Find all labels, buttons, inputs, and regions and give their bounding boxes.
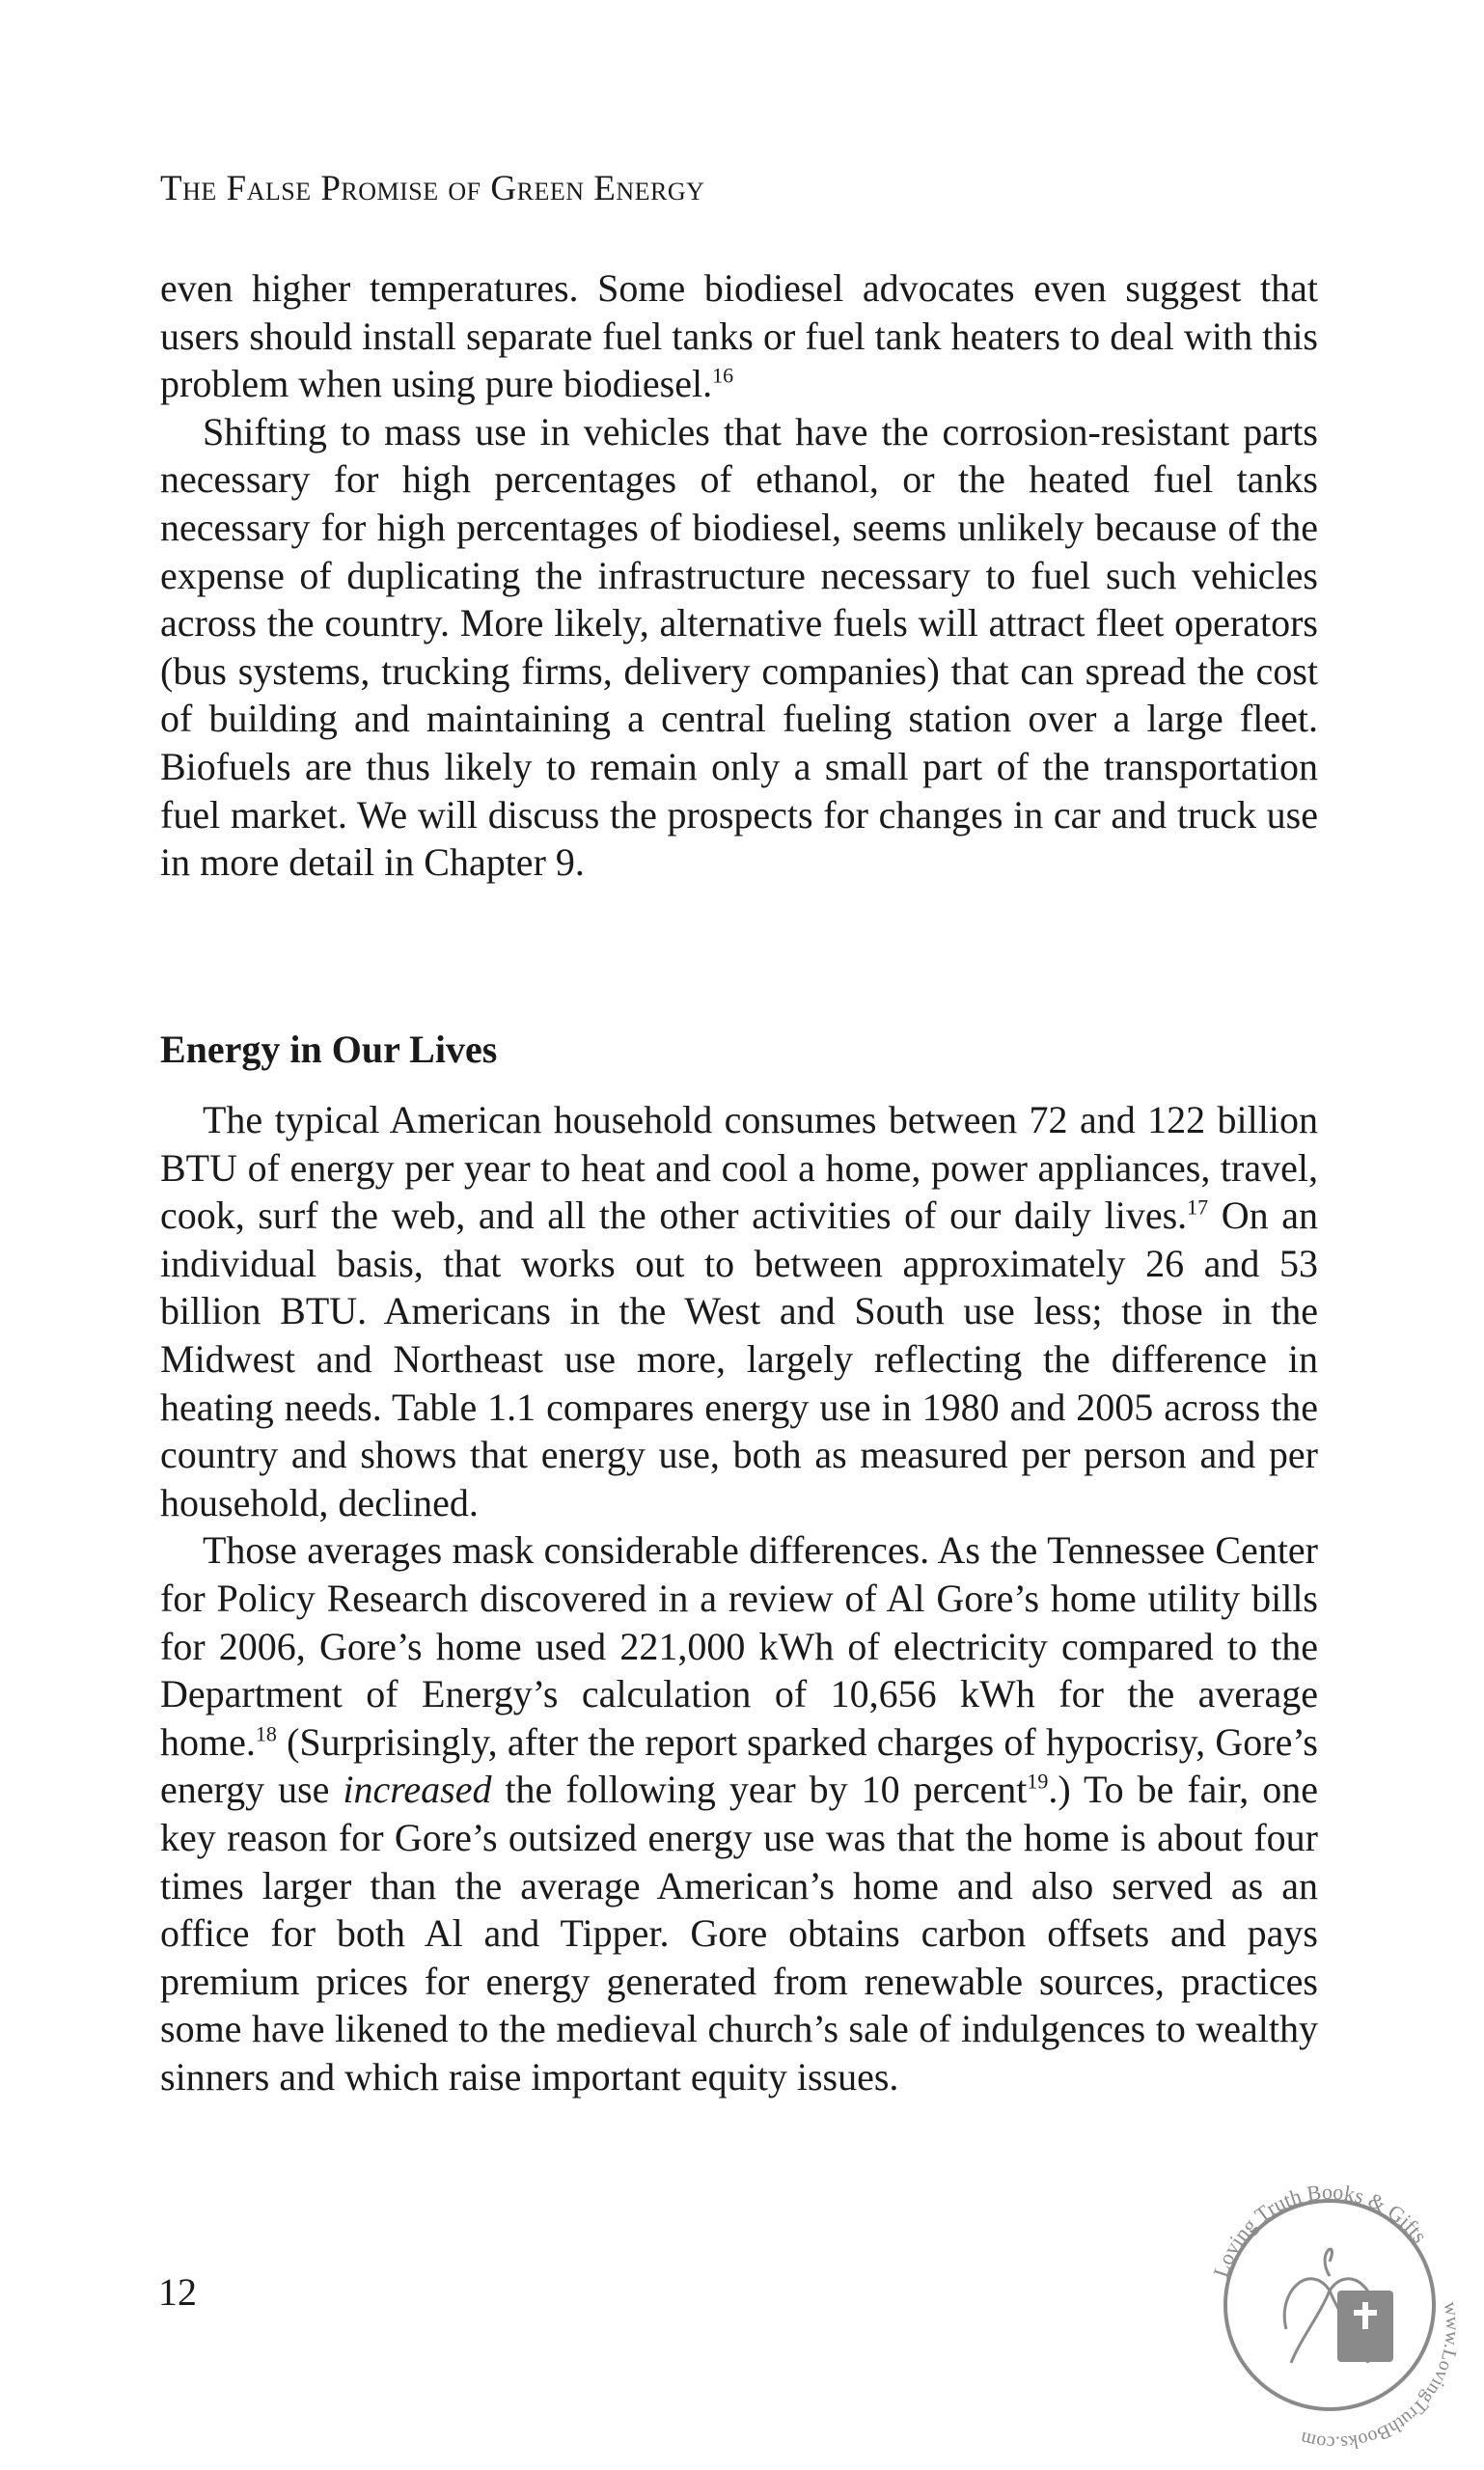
page-number: 12 (158, 2270, 197, 2314)
paragraph-text: even higher temperatures. Some biodiesel advocates even suggest that users should install separate fuel tanks or fuel tank heaters to deal with this problem when using pure biodiesel. (160, 266, 1318, 406)
seal-top-text: Loving Truth Books & Gifts (1208, 2179, 1433, 2281)
running-title: The False Promise of Green Energy (160, 169, 705, 208)
paragraph-text: Those averages mask considerable differences. As the Tennessee Center for Policy Research discovered in a review of Al Gore’s home utility bills for 2006, Gore’s home used 221,000 kWh of electricity compared to the Department of Energy’s calculation of 10,656 kWh for the average home. (160, 1528, 1318, 1764)
watermark-seal (1185, 2146, 1474, 2455)
footnote-ref: 17 (1187, 1194, 1209, 1220)
section-heading: Energy in Our Lives (160, 1028, 498, 1071)
paragraph-text: The typical American household consumes between 72 and 122 billion BTU of energy per year to heat and cool a home, power appliances, travel, cook, surf the web, and all the other activities of our daily lives. (160, 1098, 1318, 1238)
paragraph-text: .) To be fair, one key reason for Gore’s outsized energy use was that the home is about four times larger than the average American’s home and also served as an office for both Al and Tipper. Gore obtains carbon offsets and pays premium prices for energy generated from renewable sources, practices some have likened to the medieval church’s sale of indulgences to wealthy sinners and which raise important equity issues. (160, 1768, 1318, 2099)
paragraph-text: the following year by 10 percent (491, 1768, 1028, 1812)
section1-text (160, 264, 1318, 887)
paragraph-text: (Surprisingly, after the report sparked charges of hypocrisy, Gore’s energy use (160, 1719, 1318, 1812)
book-icon (1337, 2291, 1393, 2362)
emphasis-text: increased (343, 1768, 492, 1812)
paragraph (160, 264, 1318, 408)
paragraph: Shifting to mass use in vehicles that have the corrosion-resistant parts necessary for high percentages of ethanol, or the heated fuel tanks necessary for high percentages of biodiesel, seems unlikely because of the expense of duplicating the infrastructure necessary to fuel such vehicles across the country. More likely, alternative fuels will attract fleet operators (bus systems, trucking firms, delivery companies) that can spread the cost of building and maintaining a central fueling station over a large fleet. Biofuels are thus likely to remain only a small part of the transportation fuel market. We will discuss the prospects for changes in car and truck use in more detail in Chapter 9. (160, 409, 1318, 885)
section2-text (160, 1096, 1318, 2100)
paragraph (160, 1096, 1318, 1526)
paragraph (160, 1526, 1318, 2100)
paragraph-text: On an individual basis, that works out to between approximately 26 and 53 billion BTU. Americans in the West and South use less; those in the Midwest and Northeast use more, largely reflecting the difference in heating needs. Table 1.1 compares energy use in 1980 and 2005 across the country and shows that energy use, both as measured per person and per household, declined. (160, 1194, 1318, 1524)
footnote-ref: 19 (1027, 1769, 1049, 1794)
footnote-ref: 16 (712, 363, 734, 388)
seal-bottom-text: www.LovingTruthBooks.com (1298, 2300, 1464, 2454)
footnote-ref: 18 (255, 1721, 277, 1746)
